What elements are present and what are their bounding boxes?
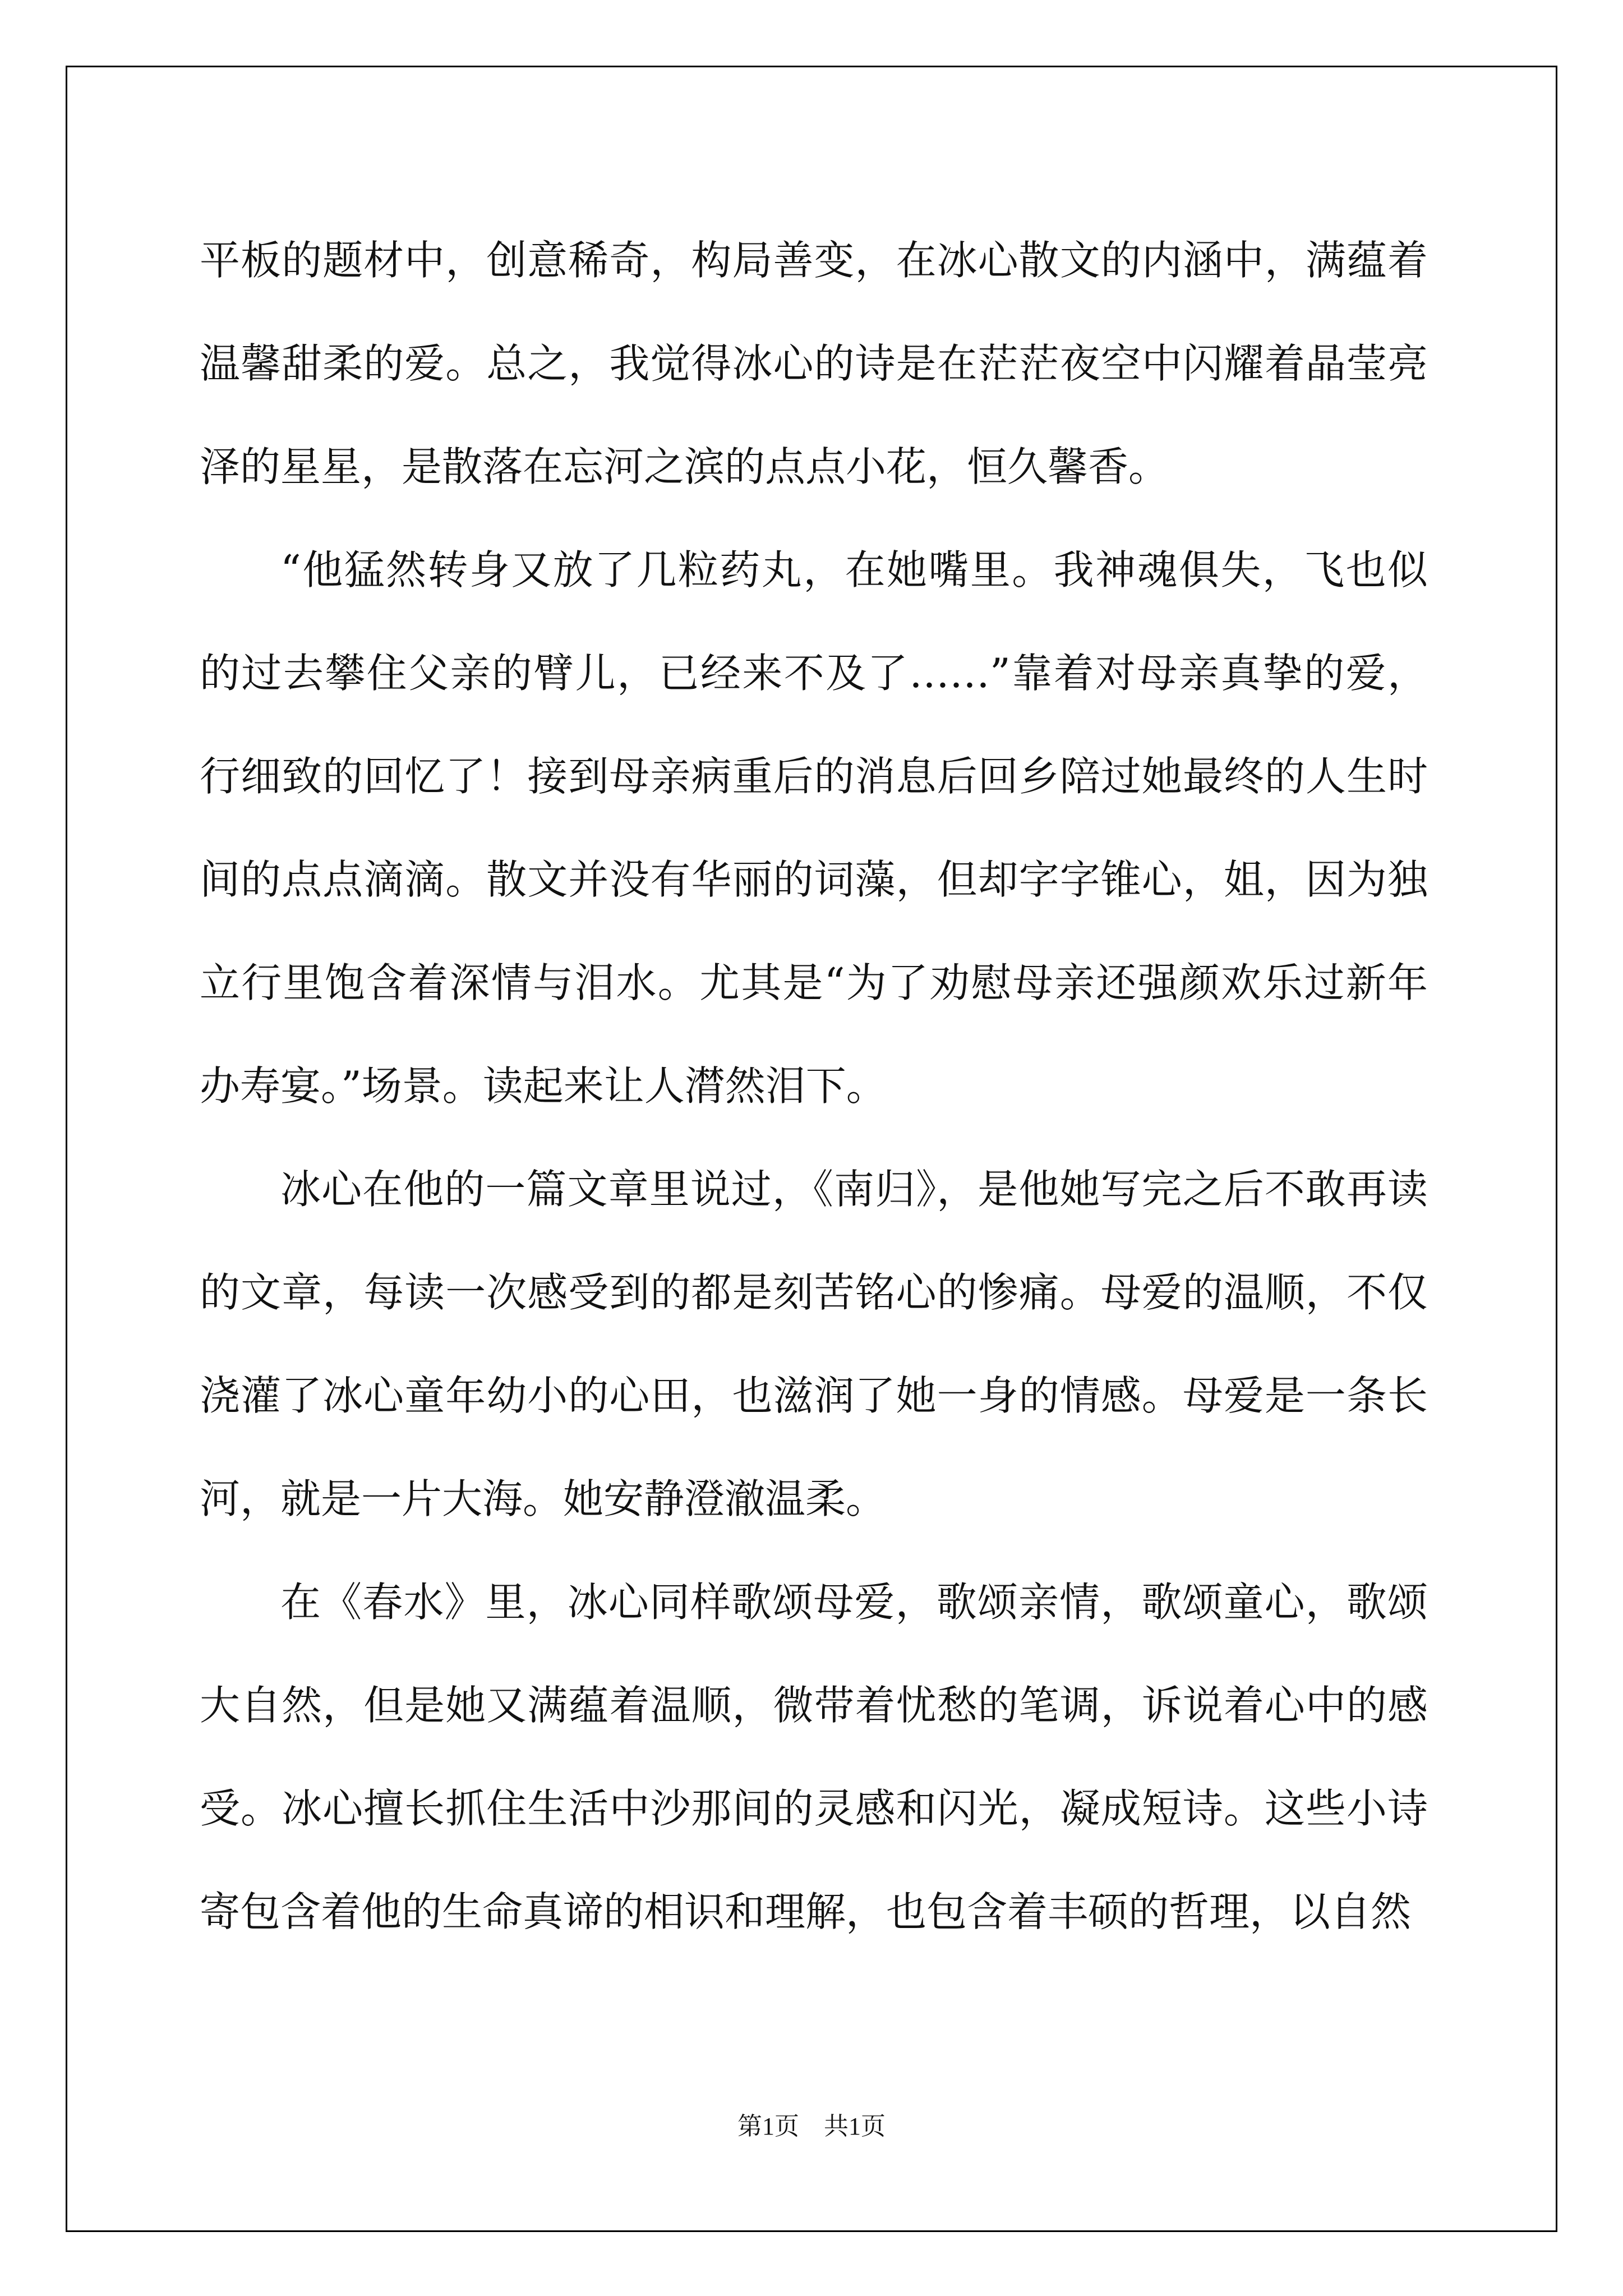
page-number: 第1页: [737, 2113, 799, 2140]
document-body: [200, 209, 1428, 1963]
page-total: 共1页: [824, 2113, 886, 2140]
page-footer: [0, 2106, 1623, 2142]
paragraph-2: “他猛然转身又放了几粒药丸，在她嘴里。我神魂俱失，飞也似的过去攀住父亲的臂儿，已经来不及了……”靠着对母亲真挚的爱，行细致的回忆了！接到母亲病重后的消息后回乡陪过她最终的人生时间的点点滴滴。散文并没有华丽的词藻，但却字字锥心，姐，因为独立行里饱含着深情与泪水。尤其是“为了劝慰母亲还强颜欢乐过新年办寿宴。”场景。读起来让人潸然泪下。: [200, 546, 1428, 1110]
paragraph-3: 冰心在他的一篇文章里说过，《南归》，是他她写完之后不敢再读的文章，每读一次感受到的都是刻苦铭心的惨痛。母爱的温顺，不仅浇灌了冰心童年幼小的心田，也滋润了她一身的情感。母爱是一条长河，就是一片大海。她安静澄澈温柔。: [200, 1166, 1428, 1522]
paragraph-1: 平板的题材中，创意稀奇，构局善变，在冰心散文的内涵中，满蕴着温馨甜柔的爱。总之，我觉得冰心的诗是在茫茫夜空中闪耀着晶莹亮泽的星星，是散落在忘河之滨的点点小花，恒久馨香。: [200, 237, 1428, 490]
paragraph-4: 在《春水》里，冰心同样歌颂母爱，歌颂亲情，歌颂童心，歌颂大自然，但是她又满蕴着温顺，微带着忧愁的笔调，诉说着心中的感受。冰心擅长抓住生活中沙那间的灵感和闪光，凝成短诗。这些小诗寄包含着他的生命真谛的相识和理解，也包含着丰硕的哲理，以自然: [200, 1579, 1428, 1935]
